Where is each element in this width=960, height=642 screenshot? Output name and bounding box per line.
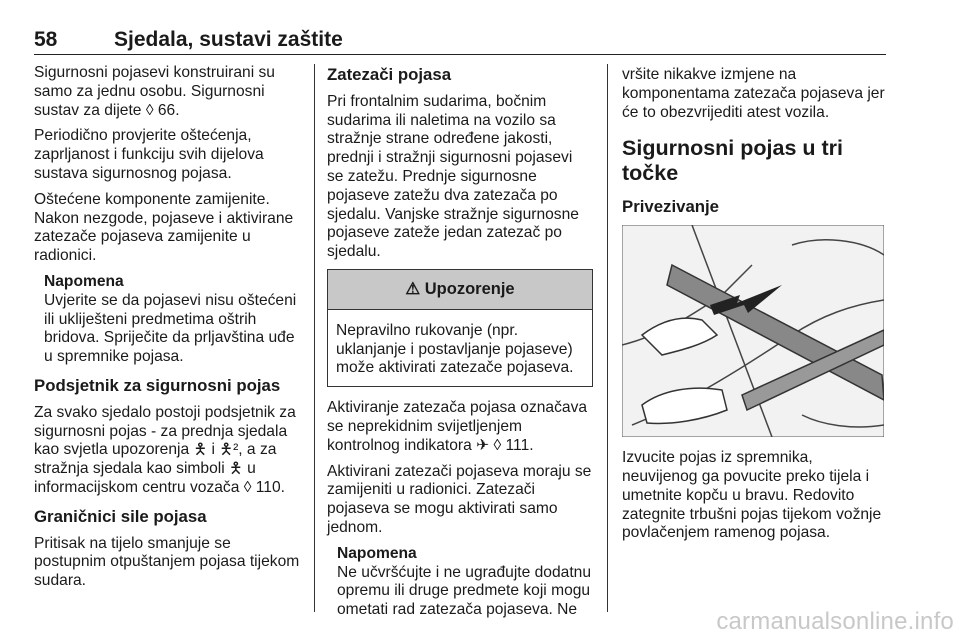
paragraph: Za svako sjedalo postoji podsjetnik za sigurnosni pojas - za prednja sjedala kao svjetla upozorenja 🯅 i 🯅², a za stražnja sjedala kao simboli 🯅 u informacijskom centru vozača ◊ 110. bbox=[34, 403, 296, 496]
warning-box bbox=[327, 269, 593, 387]
note-box bbox=[44, 273, 302, 367]
paragraph: Aktiviranje zatezača pojasa označava se neprekidnim svijetljenjem kontrolnog indikatora ✈ ◊ 111. bbox=[327, 399, 588, 454]
note-box bbox=[337, 545, 593, 620]
note-text: Ne učvršćujte i ne ugrađujte dodatnu opremu ili druge predmete koji mogu ometati rad zatezača pojaseva. Ne bbox=[337, 563, 591, 619]
paragraph: Sigurnosni pojasevi konstruirani su samo za jednu osobu. Sigurnosni sustav za dijete ◊ 66. bbox=[34, 64, 275, 119]
column-3 bbox=[622, 66, 888, 550]
heading-fastening: Privezivanje bbox=[622, 197, 720, 217]
paragraph: Pritisak na tijelo smanjuje se postupnim otpuštanjem pojasa tijekom sudara. bbox=[34, 534, 300, 590]
warning-header bbox=[328, 270, 592, 310]
note-text: Uvjerite se da pojasevi nisu oštećeni ili ukliješteni predmetima oštrih bridova. Spriječite da prljavština uđe u spremnike pojasa. bbox=[44, 291, 297, 366]
paragraph: vršite nikakve izmjene na komponentama zatezača pojaseva jer će to obezvrijediti atest vozila. bbox=[622, 66, 885, 121]
column-2 bbox=[327, 64, 593, 628]
warning-title: Upozorenje bbox=[424, 279, 515, 298]
paragraph: Pri frontalnim sudarima, bočnim sudarima ili naletima na vozilo sa stražnje strane određene jakosti, prednji i stražnji sigurnosni pojasevi se zatežu. Prednje sigurnosne pojaseve zatežu dva zatezača po sjedalu. Vanjske stražnje sigurnosne pojaseve zateže jedan zatezač po sjedalu. bbox=[327, 92, 579, 261]
paragraph: Periodično provjerite oštećenja, zaprljanost i funkciju svih dijelova sustava sigurnosnog pojasa. bbox=[34, 127, 264, 182]
seat-belt-diagram-icon bbox=[622, 225, 884, 437]
note-title: Napomena bbox=[337, 544, 417, 562]
heading-seat-belt-reminder: Podsjetnik za sigurnosni pojas bbox=[34, 375, 281, 395]
heading-three-point-belt: Sigurnosni pojas u tri točke bbox=[622, 136, 843, 186]
paragraph: Oštećene komponente zamijenite. Nakon nezgode, pojaseve i aktivirane zatezače pojaseva zamijenite u radionici. bbox=[34, 190, 294, 265]
watermark: carmanualsonline.info bbox=[716, 608, 954, 635]
column-1 bbox=[34, 64, 302, 598]
heading-belt-force-limiters: Graničnici sile pojasa bbox=[34, 506, 207, 526]
warning-icon: ⚠ bbox=[405, 279, 421, 298]
seat-belt-illustration bbox=[622, 225, 884, 437]
paragraph: Aktivirani zatezači pojaseva moraju se zamijeniti u radionici. Zatezači pojaseva se mogu aktivirati samo jednom. bbox=[327, 462, 592, 536]
section-title: Sjedala, sustavi zaštite bbox=[114, 28, 343, 51]
page-number: 58 bbox=[34, 28, 58, 51]
column-divider bbox=[607, 64, 608, 612]
page-header bbox=[34, 26, 886, 55]
column-divider bbox=[314, 64, 315, 612]
heading-belt-pretensioners: Zatezači pojasa bbox=[327, 65, 452, 84]
note-title: Napomena bbox=[44, 272, 124, 290]
paragraph: Izvucite pojas iz spremnika, neuvijenog ga povucite preko tijela i umetnite kopču u bravu. Redovito zategnite trbušni pojas tijekom vožnje povlačenjem ramenog pojasa. bbox=[622, 449, 882, 542]
warning-text: Nepravilno rukovanje (npr. uklanjanje i postavljanje pojaseve) može aktivirati zatezače pojaseva. bbox=[336, 321, 574, 377]
